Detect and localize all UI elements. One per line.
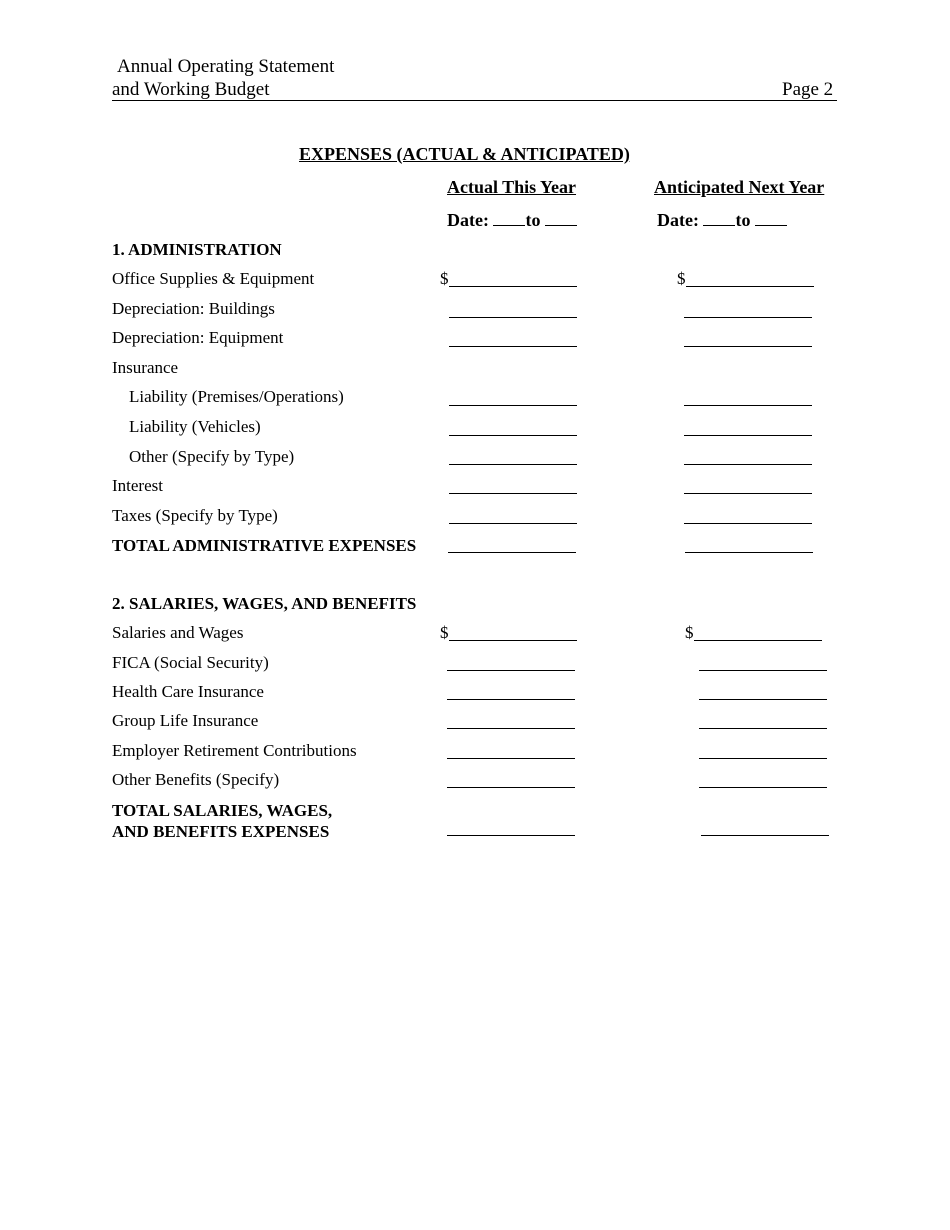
actual-field-other-insurance[interactable] bbox=[449, 464, 577, 465]
row-label-group-life: Group Life Insurance bbox=[112, 711, 259, 730]
row-label-other-insurance: Other (Specify by Type) bbox=[129, 447, 295, 466]
anticipated-field-depreciation-buildings[interactable] bbox=[684, 317, 812, 318]
column-header-anticipated: Anticipated Next Year bbox=[654, 177, 825, 197]
actual-field-fica[interactable] bbox=[447, 670, 575, 671]
anticipated-field-taxes[interactable] bbox=[684, 523, 812, 524]
actual-date-range bbox=[447, 209, 577, 231]
actual-date-from-field[interactable] bbox=[493, 209, 525, 226]
actual-field-depreciation-buildings[interactable] bbox=[449, 317, 577, 318]
to-label: to bbox=[735, 210, 751, 230]
form-title: EXPENSES (ACTUAL & ANTICIPATED) bbox=[299, 144, 630, 164]
document-title-line2: and Working Budget bbox=[112, 79, 270, 100]
row-label-taxes: Taxes (Specify by Type) bbox=[112, 506, 278, 525]
actual-date-to-field[interactable] bbox=[545, 209, 577, 226]
anticipated-field-total-administrative[interactable] bbox=[685, 552, 813, 553]
actual-field-liability-premises[interactable] bbox=[449, 405, 577, 406]
currency-symbol: $ bbox=[685, 623, 694, 642]
row-label-fica: FICA (Social Security) bbox=[112, 653, 269, 672]
row-label-other-benefits: Other Benefits (Specify) bbox=[112, 770, 280, 789]
actual-field-group-life[interactable] bbox=[447, 728, 575, 729]
anticipated-field-other-insurance[interactable] bbox=[684, 464, 812, 465]
total-salaries-label-line1: TOTAL SALARIES, WAGES, bbox=[112, 801, 333, 820]
total-administrative-label: TOTAL ADMINISTRATIVE EXPENSES bbox=[112, 536, 417, 555]
date-label: Date: bbox=[447, 210, 489, 230]
header-rule bbox=[112, 100, 837, 101]
currency-symbol: $ bbox=[677, 269, 686, 288]
row-label-retirement: Employer Retirement Contributions bbox=[112, 741, 357, 760]
anticipated-field-salaries-wages[interactable] bbox=[694, 640, 822, 641]
anticipated-field-other-benefits[interactable] bbox=[699, 787, 827, 788]
anticipated-field-group-life[interactable] bbox=[699, 728, 827, 729]
row-label-interest: Interest bbox=[112, 476, 163, 495]
anticipated-field-interest[interactable] bbox=[684, 493, 812, 494]
actual-field-depreciation-equipment[interactable] bbox=[449, 346, 577, 347]
actual-field-health-care[interactable] bbox=[447, 699, 575, 700]
section-heading-administration: 1. ADMINISTRATION bbox=[112, 240, 282, 259]
anticipated-field-liability-vehicles[interactable] bbox=[684, 435, 812, 436]
actual-field-total-administrative[interactable] bbox=[448, 552, 576, 553]
anticipated-field-fica[interactable] bbox=[699, 670, 827, 671]
page-number: Page 2 bbox=[782, 79, 834, 100]
anticipated-field-office-supplies[interactable] bbox=[686, 286, 814, 287]
row-label-insurance: Insurance bbox=[112, 358, 179, 377]
actual-field-other-benefits[interactable] bbox=[447, 787, 575, 788]
to-label: to bbox=[525, 210, 541, 230]
row-label-liability-premises: Liability (Premises/Operations) bbox=[129, 387, 344, 406]
document-title-line1: Annual Operating Statement bbox=[117, 56, 335, 77]
actual-field-interest[interactable] bbox=[449, 493, 577, 494]
anticipated-date-from-field[interactable] bbox=[703, 209, 735, 226]
actual-field-total-salaries[interactable] bbox=[447, 835, 575, 836]
currency-symbol: $ bbox=[440, 623, 449, 642]
section-heading-salaries: 2. SALARIES, WAGES, AND BENEFITS bbox=[112, 594, 417, 613]
anticipated-field-depreciation-equipment[interactable] bbox=[684, 346, 812, 347]
actual-field-liability-vehicles[interactable] bbox=[449, 435, 577, 436]
row-label-office-supplies: Office Supplies & Equipment bbox=[112, 269, 315, 288]
anticipated-date-range bbox=[657, 209, 787, 231]
anticipated-field-health-care[interactable] bbox=[699, 699, 827, 700]
actual-field-retirement[interactable] bbox=[447, 758, 575, 759]
row-label-salaries-wages: Salaries and Wages bbox=[112, 623, 244, 642]
total-salaries-label bbox=[112, 800, 332, 842]
column-header-actual: Actual This Year bbox=[447, 177, 577, 197]
date-label: Date: bbox=[657, 210, 699, 230]
row-label-depreciation-equipment: Depreciation: Equipment bbox=[112, 328, 284, 347]
row-label-depreciation-buildings: Depreciation: Buildings bbox=[112, 299, 275, 318]
total-salaries-label-line2: AND BENEFITS EXPENSES bbox=[112, 822, 330, 841]
anticipated-field-liability-premises[interactable] bbox=[684, 405, 812, 406]
currency-symbol: $ bbox=[440, 269, 449, 288]
actual-field-salaries-wages[interactable] bbox=[449, 640, 577, 641]
row-label-health-care: Health Care Insurance bbox=[112, 682, 264, 701]
actual-field-office-supplies[interactable] bbox=[449, 286, 577, 287]
anticipated-date-to-field[interactable] bbox=[755, 209, 787, 226]
row-label-liability-vehicles: Liability (Vehicles) bbox=[129, 417, 261, 436]
anticipated-field-retirement[interactable] bbox=[699, 758, 827, 759]
actual-field-taxes[interactable] bbox=[449, 523, 577, 524]
anticipated-field-total-salaries[interactable] bbox=[701, 835, 829, 836]
